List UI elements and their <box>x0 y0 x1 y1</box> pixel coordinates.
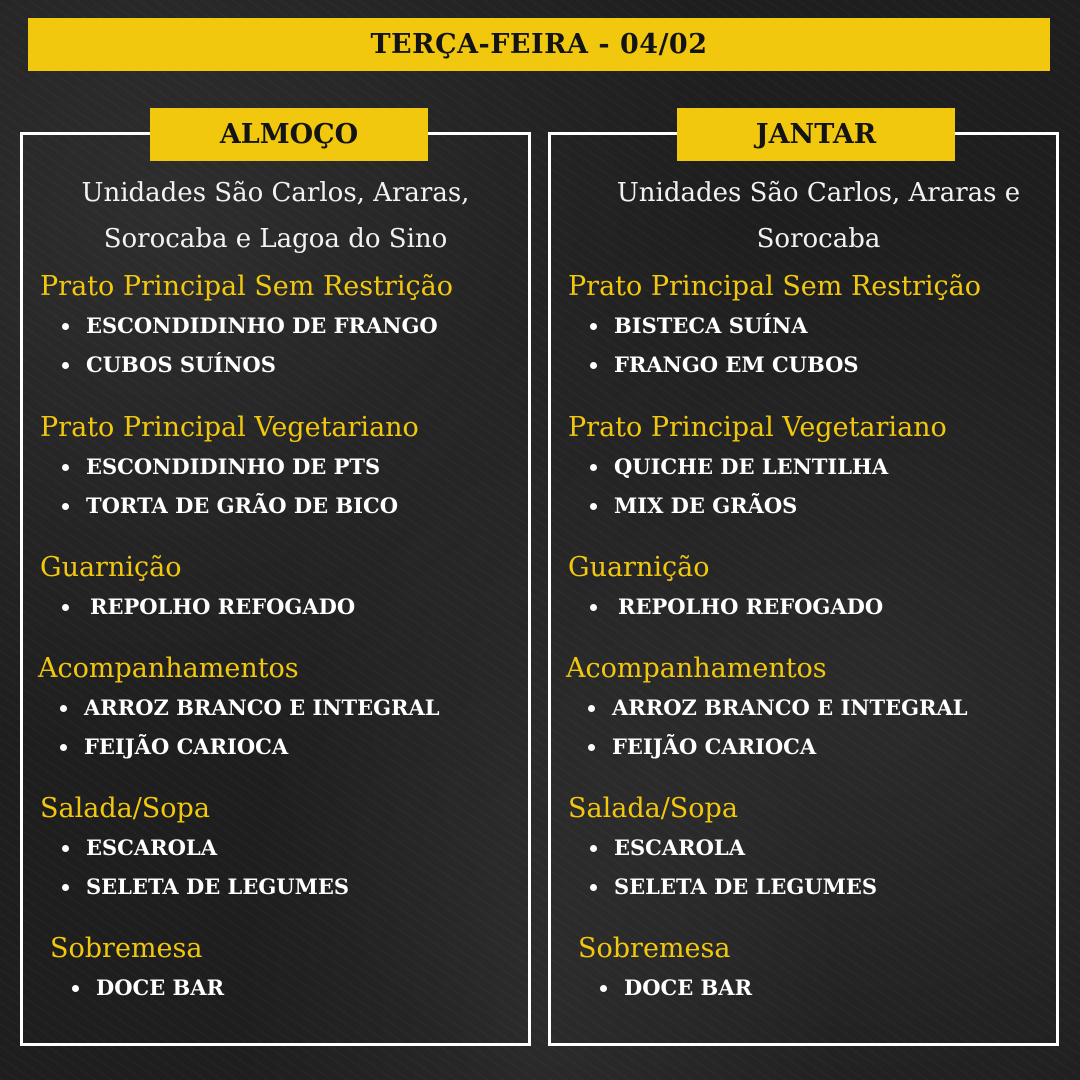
bullet-icon <box>590 845 597 852</box>
menu-item: TORTA DE GRÃO DE BICO <box>40 486 524 525</box>
section-title: Salada/Sopa <box>568 793 738 824</box>
menu-item: ESCAROLA <box>568 828 1052 867</box>
menu-item: FEIJÃO CARIOCA <box>566 727 1052 766</box>
lunch-section-side <box>40 553 524 626</box>
menu-item: SELETA DE LEGUMES <box>568 867 1052 906</box>
menu-item: REPOLHO REFOGADO <box>40 587 524 626</box>
section-title: Prato Principal Sem Restrição <box>40 271 454 302</box>
dinner-section-accompaniments <box>566 654 1052 766</box>
menu-item: DOCE BAR <box>578 968 1052 1007</box>
menu-item: SELETA DE LEGUMES <box>40 867 524 906</box>
dinner-panel <box>548 119 1059 1046</box>
dinner-tab <box>677 108 955 161</box>
date-banner <box>28 18 1050 71</box>
section-title: Sobremesa <box>50 933 203 964</box>
lunch-units <box>23 170 528 262</box>
section-title: Prato Principal Vegetariano <box>568 412 947 443</box>
lunch-section-main <box>40 272 524 384</box>
lunch-tab <box>150 108 428 161</box>
bullet-icon <box>62 503 69 510</box>
section-title: Prato Principal Sem Restrição <box>568 271 982 302</box>
menu-item: ESCONDIDINHO DE FRANGO <box>40 306 524 345</box>
bullet-icon <box>62 362 69 369</box>
menu-item: ESCONDIDINHO DE PTS <box>40 447 524 486</box>
bullet-icon <box>62 845 69 852</box>
section-title: Guarnição <box>40 552 182 583</box>
bullet-icon <box>590 604 597 611</box>
date-title: TERÇA-FEIRA - 04/02 <box>370 29 708 60</box>
dinner-units <box>561 170 1076 262</box>
dinner-units-line1: Unidades São Carlos, Araras e <box>616 178 1021 208</box>
section-title: Acompanhamentos <box>566 653 827 684</box>
bullet-icon <box>590 323 597 330</box>
bullet-icon <box>590 503 597 510</box>
menu-item: BISTECA SUÍNA <box>568 306 1052 345</box>
bullet-icon <box>60 744 67 751</box>
lunch-units-line2: Sorocaba e Lagoa do Sino <box>103 224 448 254</box>
section-title: Guarnição <box>568 552 710 583</box>
section-title: Prato Principal Vegetariano <box>40 412 419 443</box>
dinner-units-line2: Sorocaba <box>756 224 881 254</box>
menu-item: DOCE BAR <box>50 968 524 1007</box>
bullet-icon <box>62 604 69 611</box>
dinner-section-dessert <box>578 934 1052 1007</box>
lunch-panel <box>20 119 531 1046</box>
section-title: Acompanhamentos <box>38 653 299 684</box>
menu-item: ESCAROLA <box>40 828 524 867</box>
bullet-icon <box>590 464 597 471</box>
lunch-section-accompaniments <box>38 654 524 766</box>
dinner-section-vegetarian <box>568 413 1052 525</box>
lunch-section-salad <box>40 794 524 906</box>
lunch-units-line1: Unidades São Carlos, Araras, <box>81 178 470 208</box>
section-title: Sobremesa <box>578 933 731 964</box>
lunch-tab-label: ALMOÇO <box>219 119 359 150</box>
dinner-tab-label: JANTAR <box>755 119 877 150</box>
dinner-section-salad <box>568 794 1052 906</box>
lunch-section-vegetarian <box>40 413 524 525</box>
menu-item: FEIJÃO CARIOCA <box>38 727 524 766</box>
bullet-icon <box>590 884 597 891</box>
menu-item: QUICHE DE LENTILHA <box>568 447 1052 486</box>
dinner-section-side <box>568 553 1052 626</box>
menu-item: REPOLHO REFOGADO <box>568 587 1052 626</box>
bullet-icon <box>62 323 69 330</box>
lunch-section-dessert <box>50 934 524 1007</box>
menu-item: FRANGO EM CUBOS <box>568 345 1052 384</box>
bullet-icon <box>62 884 69 891</box>
bullet-icon <box>590 362 597 369</box>
menu-item: CUBOS SUÍNOS <box>40 345 524 384</box>
menu-item: MIX DE GRÃOS <box>568 486 1052 525</box>
bullet-icon <box>588 705 595 712</box>
bullet-icon <box>60 705 67 712</box>
dinner-section-main <box>568 272 1052 384</box>
menu-item: ARROZ BRANCO E INTEGRAL <box>566 688 1052 727</box>
bullet-icon <box>600 985 607 992</box>
menu-item: ARROZ BRANCO E INTEGRAL <box>38 688 524 727</box>
bullet-icon <box>588 744 595 751</box>
bullet-icon <box>62 464 69 471</box>
bullet-icon <box>72 985 79 992</box>
section-title: Salada/Sopa <box>40 793 210 824</box>
